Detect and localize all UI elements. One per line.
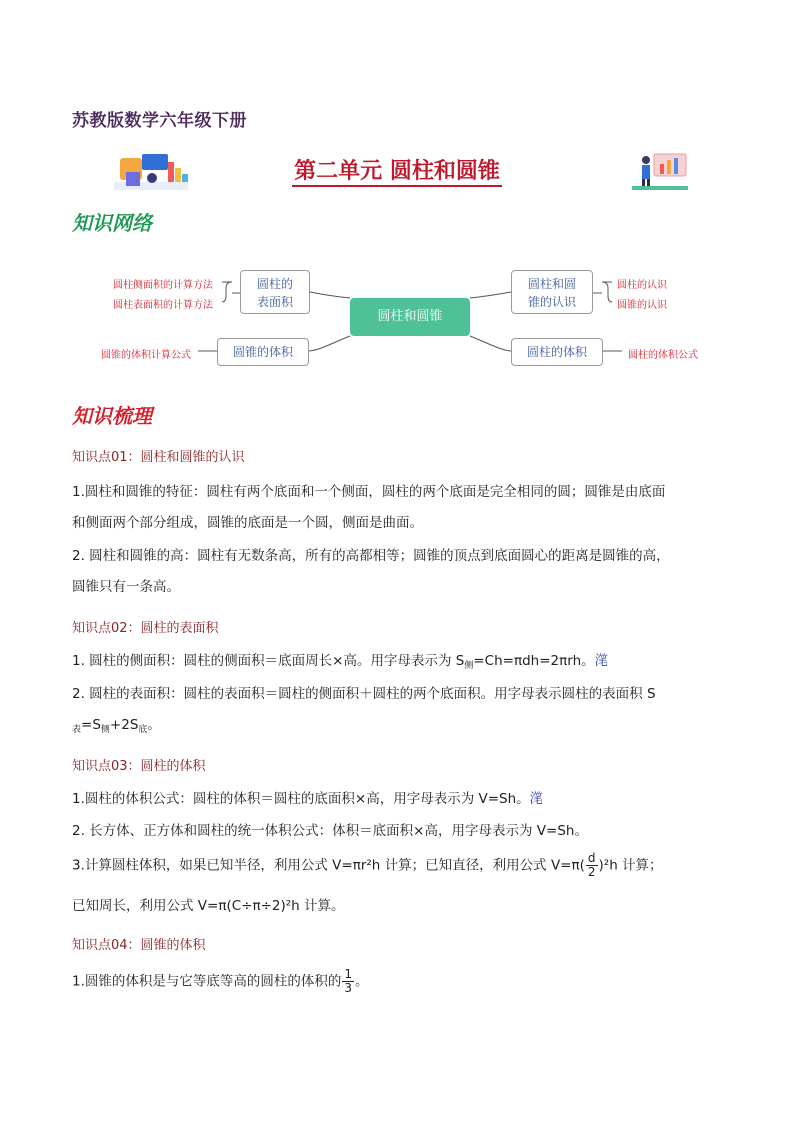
- text: +2S: [109, 717, 139, 733]
- knowledge-point-title: 知识点02：圆柱的表面积: [72, 621, 219, 636]
- knowledge-point-title: 知识点04：圆锥的体积: [72, 938, 206, 953]
- paragraph-line: [72, 852, 663, 879]
- text: 1.圆锥的体积是与它等底等高的圆柱的体积的: [72, 973, 342, 990]
- text: )²h 计算；: [598, 857, 663, 874]
- paragraph-line: [72, 968, 369, 995]
- mindmap-leaf: 圆锥的认识: [617, 300, 667, 311]
- section-review-heading: 知识梳理: [72, 404, 152, 428]
- book-title: 苏教版数学六年级下册: [72, 111, 247, 131]
- mindmap-center-node: 圆柱和圆锥: [350, 298, 470, 336]
- text: 3.计算圆柱体积，如果已知半径，利用公式 V=πr²h 计算；已知直径，利用公式 V=π(: [72, 857, 585, 874]
- mindmap-leaf: 圆柱侧面积的计算方法: [113, 280, 213, 291]
- fraction: [586, 852, 598, 879]
- unit-title: 第二单元 圆柱和圆锥: [0, 154, 794, 185]
- text: 1.圆柱的体积公式：圆柱的体积＝圆柱的底面积×高，用字母表示为 V=Sh。: [72, 791, 530, 807]
- section-network-heading: 知识网络: [72, 211, 152, 235]
- fraction: [342, 968, 354, 995]
- text: =S: [81, 717, 101, 733]
- mindmap-leaf: 圆柱的体积公式: [628, 350, 698, 361]
- paragraph-line: 已知周长，利用公式 V=π(C÷π÷2)²h 计算。: [72, 898, 345, 914]
- node-line: 圆柱和圆: [527, 277, 576, 291]
- subscript: 侧: [464, 661, 474, 671]
- subscript: 侧: [100, 725, 110, 735]
- subscript: 底: [138, 725, 148, 735]
- presentation-illustration-icon: [630, 150, 690, 192]
- denominator: 3: [344, 981, 353, 995]
- paragraph-line: 1.圆柱和圆锥的特征：圆柱有两个底面和一个侧面，圆柱的两个底面是完全相同的圆；圆锥是由底面: [72, 484, 666, 500]
- numerator: 1: [344, 967, 353, 981]
- paragraph-line: 2. 圆柱的表面积：圆柱的表面积＝圆柱的侧面积＋圆柱的两个底面积。用字母表示圆柱的表面积 S: [72, 686, 656, 702]
- node-line: 表面积: [256, 295, 293, 309]
- paragraph-line: 圆锥只有一条高。: [72, 579, 180, 595]
- text: dh=2πrh。: [522, 653, 595, 669]
- text: 1. 圆柱的侧面积：圆柱的侧面积＝底面周长×高。用字母表示为 S: [72, 653, 465, 669]
- paragraph-line: 和侧面两个部分组成，圆锥的底面是一个圆，侧面是曲面。: [72, 515, 423, 531]
- knowledge-point-title: 知识点03：圆柱的体积: [72, 759, 206, 774]
- mindmap-node-cylinder-surface: [240, 270, 310, 314]
- mindmap-node-recognize: [511, 270, 593, 314]
- paragraph-line: 2. 圆柱和圆锥的高：圆柱有无数条高，所有的高都相等；圆锥的顶点到底面圆心的距离是圆锥的高，: [72, 548, 670, 564]
- denominator: 2: [587, 865, 596, 879]
- mindmap-leaf: 圆柱表面积的计算方法: [113, 300, 213, 311]
- numerator: d: [586, 852, 598, 866]
- text: 。: [147, 717, 161, 733]
- knowledge-point-title: 知识点01：圆柱和圆锥的认识: [72, 450, 245, 465]
- mindmap-node-cone-volume: 圆锥的体积: [217, 338, 309, 366]
- mindmap-leaf: 圆柱的认识: [617, 280, 667, 291]
- text: π: [513, 653, 523, 669]
- paragraph-line: [72, 715, 161, 740]
- paragraph-line: 2. 长方体、正方体和圆柱的统一体积公式：体积＝底面积×高，用字母表示为 V=Sh。: [72, 823, 588, 839]
- mindmap-leaf: 圆锥的体积计算公式: [101, 350, 191, 361]
- paragraph-line: [72, 651, 608, 676]
- mark: 滗: [529, 791, 544, 807]
- subscript: 表: [72, 725, 82, 735]
- text: 。: [355, 973, 369, 990]
- paragraph-line: [72, 789, 543, 809]
- node-line: 圆柱的: [256, 277, 293, 291]
- node-line: 锥的认识: [527, 295, 576, 309]
- text: =Ch=: [473, 653, 514, 669]
- mindmap-node-cylinder-volume: 圆柱的体积: [511, 338, 603, 366]
- mark: 滗: [594, 653, 609, 669]
